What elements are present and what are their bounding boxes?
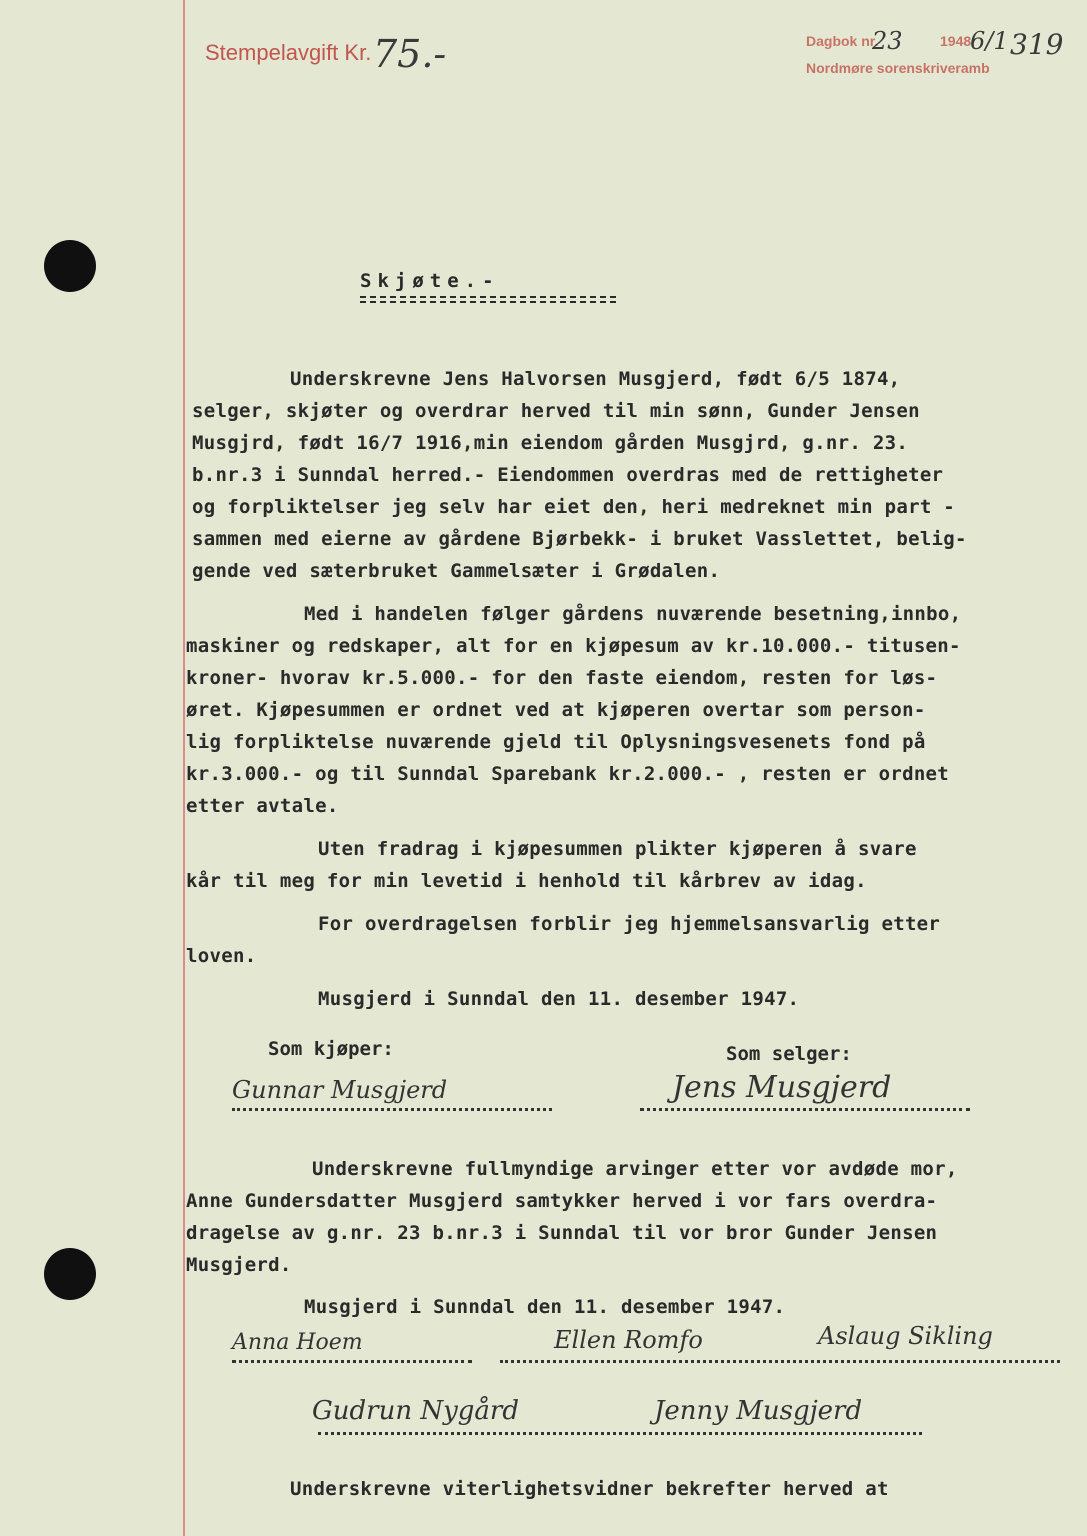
heir-signature: Gudrun Nygård (312, 1396, 519, 1426)
stamp-registration-label: Dagbok nr. (806, 33, 879, 49)
body-line: selger, skjøter og overdrar herved til min sønn, Gunder Jensen (192, 400, 920, 422)
body-line: Musgjrd, født 16/7 1916,min eiendom gården Musgjrd, g.nr. 23. (192, 432, 909, 454)
stamp-office: Nordmøre sorenskriveramb (806, 60, 990, 76)
body-line: loven. (186, 945, 257, 967)
body-line: Uten fradrag i kjøpesummen plikter kjøperen å svare (318, 838, 917, 860)
consent-line: Anne Gundersdatter Musgjerd samtykker herved i vor fars overdra- (186, 1190, 938, 1212)
heir-signature: Aslaug Sikling (818, 1322, 993, 1350)
stamp-fee-label: Stempelavgift Kr. (205, 40, 372, 65)
body-line: og forpliktelser jeg selv har eiet den, heri medreknet min part - (192, 496, 956, 518)
buyer-label: Som kjøper: (268, 1038, 394, 1060)
punch-hole-top (44, 240, 96, 292)
body-line: maskiner og redskaper, alt for en kjøpesum av kr.10.000.- titusen- (186, 635, 961, 657)
consent-line: Underskrevne fullmyndige arvinger etter vor avdøde mor, (312, 1158, 958, 1180)
buyer-signature: Gunnar Musgjerd (232, 1076, 448, 1104)
heir-signature: Anna Hoem (232, 1330, 363, 1355)
body-line: lig forpliktelse nuværende gjeld til Oplysningsvesenets fond på (186, 731, 926, 753)
body-line: øret. Kjøpesummen er ordnet ved at kjøperen overtar som person- (186, 699, 926, 721)
seller-signature: Jens Musgjerd (672, 1070, 892, 1105)
stamp-fee-value: 75.- (373, 32, 447, 76)
seller-label: Som selger: (726, 1043, 852, 1065)
consent-line: Musgjerd. (186, 1254, 292, 1276)
buyer-signature-line (232, 1108, 552, 1111)
stamp-registration-date: 6/1 (970, 27, 1009, 55)
place-date-line: Musgjerd i Sunndal den 11. desember 1947. (318, 988, 800, 1010)
heir-signature-line (318, 1432, 922, 1435)
heir-signature-line (232, 1360, 472, 1363)
page-number: 319 (1010, 28, 1064, 61)
body-line: b.nr.3 i Sunndal herred.- Eiendommen overdras med de rettigheter (192, 464, 944, 486)
body-line: etter avtale. (186, 795, 339, 817)
heir-signature: Jenny Musgjerd (654, 1396, 863, 1426)
document-title: Skjøte.- (360, 270, 500, 292)
body-line: Underskrevne Jens Halvorsen Musgjerd, født 6/5 1874, (290, 368, 901, 390)
body-line: kr.3.000.- og til Sunndal Sparebank kr.2.000.- , resten er ordnet (186, 763, 950, 785)
body-line: Med i handelen følger gårdens nuværende besetning,innbo, (304, 603, 962, 625)
title-underline (360, 296, 616, 298)
consent-line: dragelse av g.nr. 23 b.nr.3 i Sunndal til vor bror Gunder Jensen (186, 1222, 938, 1244)
body-line: gende ved sæterbruket Gammelsæter i Grødalen. (192, 560, 721, 582)
consent-place-date-line: Musgjerd i Sunndal den 11. desember 1947. (304, 1296, 786, 1318)
body-line: kår til meg for min levetid i henhold til kårbrev av idag. (186, 870, 867, 892)
witness-line: Underskrevne viterlighetsvidner bekrefter herved at (290, 1478, 889, 1500)
seller-signature-line (640, 1108, 970, 1111)
body-line: sammen med eierne av gårdene Bjørbekk- i bruket Vasslettet, belig- (192, 528, 967, 550)
title-underline-2 (360, 301, 616, 303)
heir-signature: Ellen Romfo (554, 1326, 703, 1354)
body-line: For overdragelsen forblir jeg hjemmelsansvarlig etter (318, 913, 941, 935)
stamp-registration-year: 1948. (940, 33, 976, 49)
body-line: kroner- hvorav kr.5.000.- for den faste eiendom, resten for løs- (186, 667, 938, 689)
stamp-registration-number: 23 (872, 27, 903, 55)
heir-signature-line (500, 1360, 1060, 1363)
punch-hole-bottom (44, 1248, 96, 1300)
margin-line (183, 0, 185, 1536)
